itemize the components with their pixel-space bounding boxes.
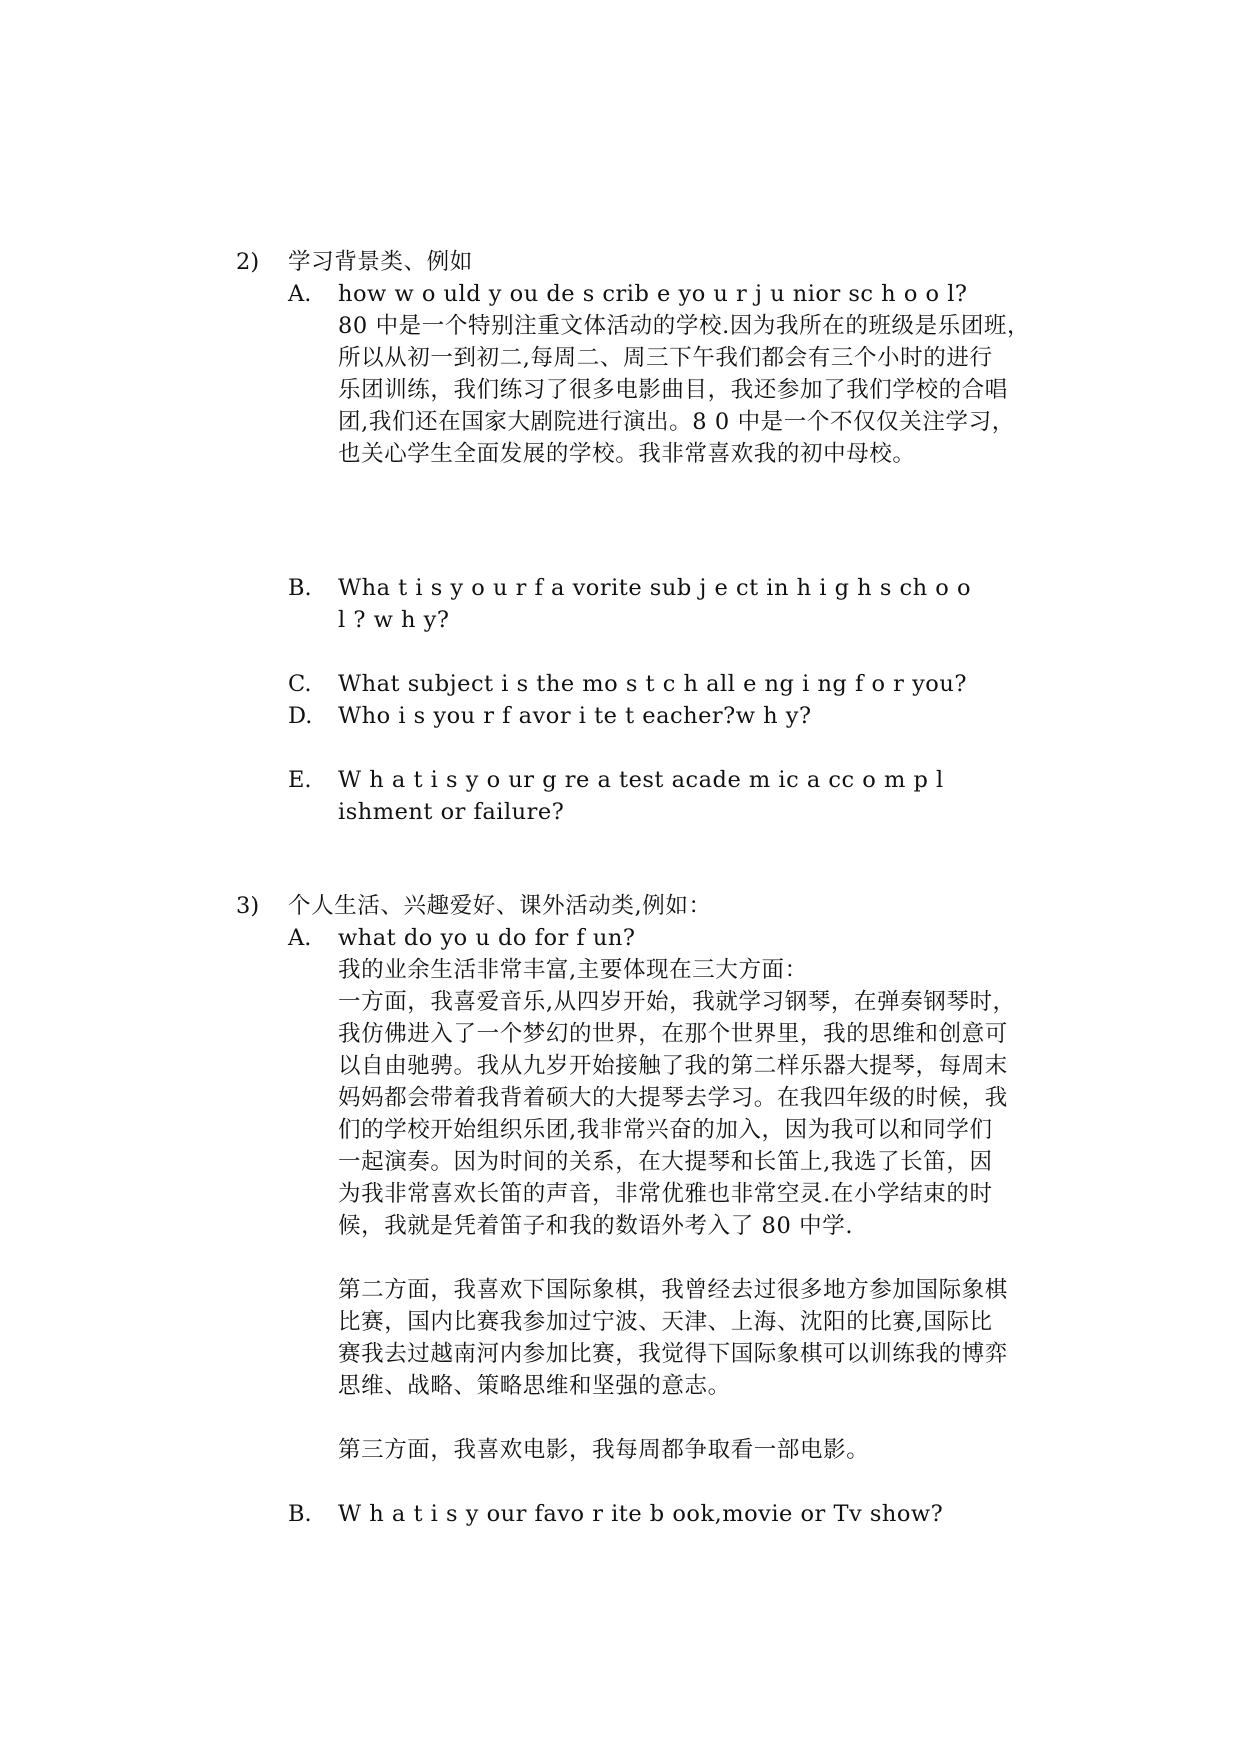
answer-line: 也关心学生全面发展的学校。我非常喜欢我的初中母校。 (338, 441, 916, 467)
item-marker: A. (288, 281, 312, 307)
item-marker: A. (288, 925, 312, 951)
answer-line: 候，我就是凭着笛子和我的数语外考入了 80 中学. (338, 1213, 854, 1239)
answer-line: 妈妈都会带着我背着硕大的大提琴去学习。在我四年级的时候，我 (338, 1085, 1008, 1111)
section-heading: 个人生活、兴趣爱好、课外活动类,例如： (288, 893, 712, 919)
answer-line: 一方面，我喜爱音乐,从四岁开始，我就学习钢琴，在弹奏钢琴时， (338, 989, 1016, 1015)
section-heading: 学习背景类、例如 (288, 249, 473, 275)
answer-line: 第二方面，我喜欢下国际象棋，我曾经去过很多地方参加国际象棋 (338, 1277, 1008, 1303)
section-number: 2) (236, 249, 260, 275)
answer-line: 赛我去过越南河内参加比赛，我觉得下国际象棋可以训练我的博弈 (338, 1341, 1008, 1367)
item-marker: C. (288, 671, 312, 697)
answer-line: 乐团训练，我们练习了很多电影曲目，我还参加了我们学校的合唱 (338, 377, 1008, 403)
answer-line: 比赛，国内比赛我参加过宁波、天津、上海、沈阳的比赛,国际比 (338, 1309, 993, 1335)
answer-line: 们的学校开始组织乐团,我非常兴奋的加入，因为我可以和同学们 (338, 1117, 993, 1143)
question-text: Wha t i s y o u r f a vorite sub j e ct in h i g h s ch o o (338, 575, 972, 601)
question-text: Who i s you r f avor i te t eacher?w h y? (338, 703, 812, 729)
item-marker: B. (288, 575, 312, 601)
question-text: What subject i s the mo s t c h all e ng i ng f o r you? (338, 671, 967, 697)
item-marker: D. (288, 703, 313, 729)
answer-line: 第三方面，我喜欢电影，我每周都争取看一部电影。 (338, 1437, 870, 1463)
answer-line: 所以从初一到初二,每周二、周三下午我们都会有三个小时的进行 (338, 345, 993, 371)
question-text: l ? w h y? (338, 607, 450, 633)
question-text: W h a t i s y our favo r ite b ook,movie or Tv show? (338, 1501, 944, 1527)
section-number: 3) (236, 893, 260, 919)
question-text: W h a t i s y o ur g re a test acade m ic a cc o m p l (338, 767, 944, 793)
answer-line: 80 中是一个特别注重文体活动的学校.因为我所在的班级是乐团班， (338, 313, 1031, 339)
item-marker: B. (288, 1501, 312, 1527)
answer-line: 为我非常喜欢长笛的声音，非常优雅也非常空灵.在小学结束的时 (338, 1181, 993, 1207)
question-text: ishment or failure? (338, 799, 565, 825)
answer-line: 我仿佛进入了一个梦幻的世界，在那个世界里，我的思维和创意可 (338, 1021, 1008, 1047)
answer-line: 团,我们还在国家大剧院进行演出。8 0 中是一个不仅仅关注学习， (338, 409, 1015, 435)
answer-line: 以自由驰骋。我从九岁开始接触了我的第二样乐器大提琴，每周末 (338, 1053, 1008, 1079)
question-text: how w o uld y ou de s crib e yo u r j u nior sc h o o l? (338, 281, 968, 307)
answer-line: 我的业余生活非常丰富,主要体现在三大方面： (338, 957, 808, 983)
answer-line: 思维、战略、策略思维和坚强的意志。 (338, 1373, 731, 1399)
item-marker: E. (288, 767, 312, 793)
question-text: what do yo u do for f un? (338, 925, 636, 951)
answer-line: 一起演奏。因为时间的关系，在大提琴和长笛上,我选了长笛，因 (338, 1149, 993, 1175)
